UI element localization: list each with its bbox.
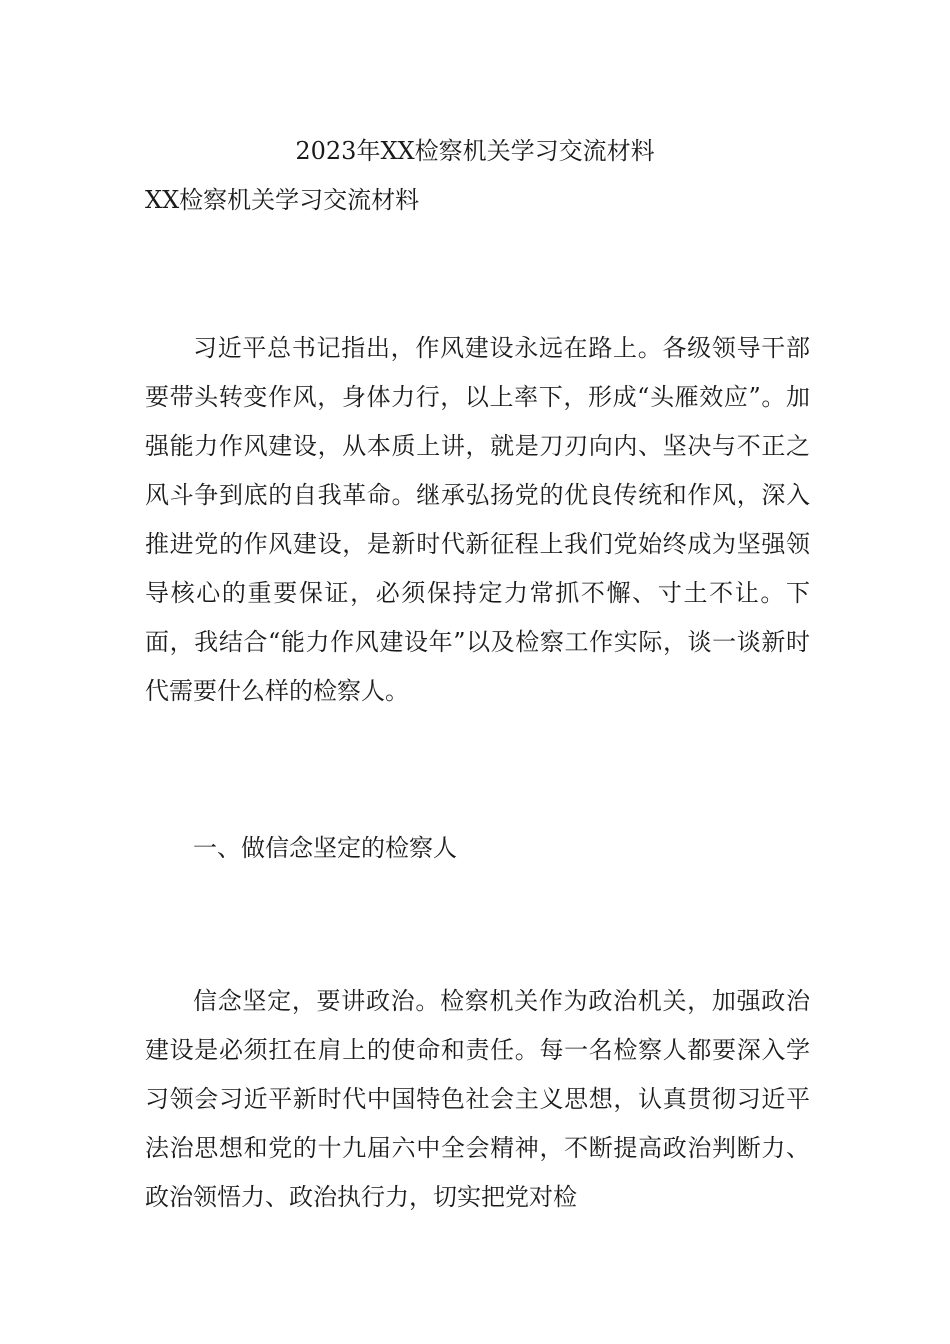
paragraph-intro: 习近平总书记指出，作风建设永远在路上。各级领导干部要带头转变作风，身体力行，以上率下，形成“头雁效应”。加强能力作风建设，从本质上讲，就是刀刃向内、坚决与不正之风斗争到底的自我革命。继承弘扬党的优良传统和作风，深入推进党的作风建设，是新时代新征程上我们党始终成为坚强领导核心的重要保证，必须保持定力常抓不懈、寸土不让。下面，我结合“能力作风建设年”以及检察工作实际，谈一谈新时代需要什么样的检察人。 [145,334,810,705]
section-heading: 一、做信念坚定的检察人 [193,834,457,862]
document-subtitle: XX检察机关学习交流材料 [145,186,420,214]
document-title: 2023年XX检察机关学习交流材料 [295,137,655,165]
paragraph-section-1: 信念坚定，要讲政治。检察机关作为政治机关，加强政治建设是必须扛在肩上的使命和责任。每一名检察人都要深入学习领会习近平新时代中国特色社会主义思想，认真贯彻习近平法治思想和党的十九届六中全会精神，不断提高政治判断力、政治领悟力、政治执行力，切实把党对检 [145,987,810,1211]
